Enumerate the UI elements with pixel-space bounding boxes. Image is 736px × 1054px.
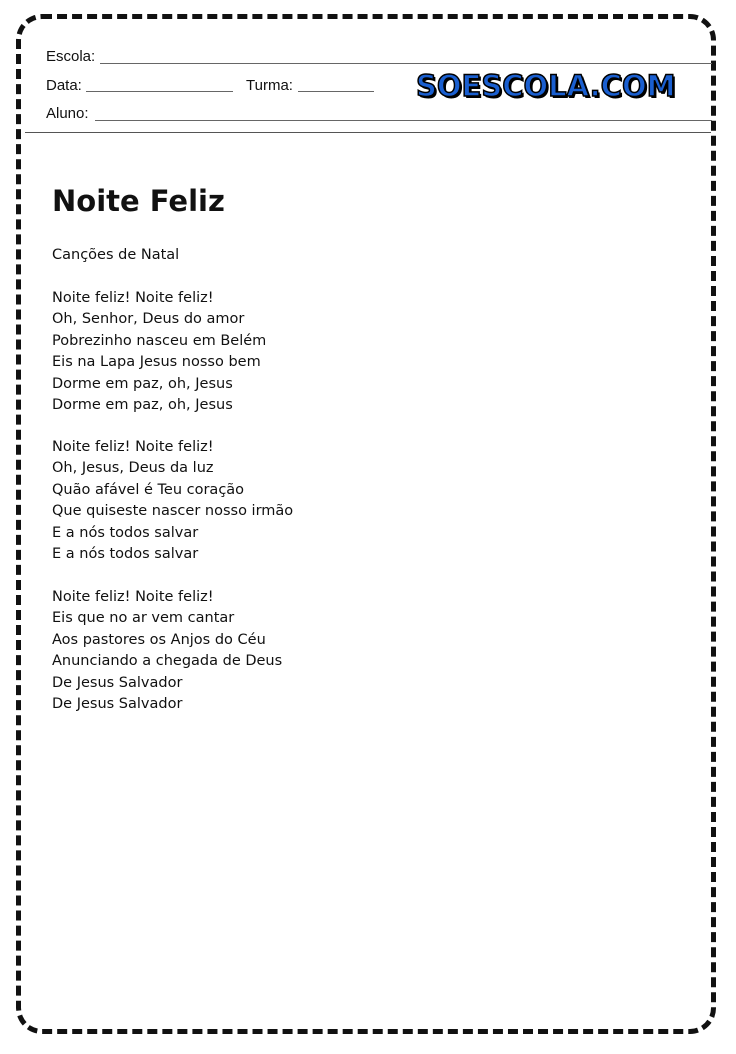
aluno-label: Aluno: (46, 105, 89, 122)
lyric-line: Oh, Senhor, Deus do amor (52, 311, 245, 328)
lyric-line: Que quiseste nascer nosso irmão (52, 503, 294, 520)
logo-dot-text: . (589, 69, 601, 103)
lyric-line: Noite feliz! Noite feliz! (52, 439, 214, 455)
logo-main-text: SOESCOLA (416, 69, 590, 103)
aluno-field-line (95, 120, 712, 121)
page-title: Noite Feliz (52, 184, 225, 218)
stanza-3 (52, 587, 282, 715)
turma-label: Turma: (246, 77, 293, 94)
lyric-line: Eis na Lapa Jesus nosso bem (52, 354, 261, 371)
lyric-line: E a nós todos salvar (52, 524, 199, 541)
logo-tld-text: COM (600, 69, 676, 103)
stanza-1 (52, 288, 266, 416)
lyric-line: De Jesus Salvador (52, 674, 183, 691)
lyric-line: Dorme em paz, oh, Jesus (52, 397, 233, 414)
escola-field-line (100, 63, 712, 64)
soescola-logo (416, 69, 675, 103)
lyric-line: Anunciando a chegada de Deus (52, 653, 283, 670)
lyric-line: Oh, Jesus, Deus da luz (52, 460, 214, 477)
lyric-line: Aos pastores os Anjos do Céu (52, 631, 266, 648)
page-subtitle: Canções de Natal (52, 247, 180, 263)
lyric-line: Eis que no ar vem cantar (52, 610, 235, 627)
lyric-line: De Jesus Salvador (52, 696, 183, 713)
lyric-line: Noite feliz! Noite feliz! (52, 290, 214, 306)
data-label: Data: (46, 77, 82, 94)
lyric-line: Quão afável é Teu coração (52, 481, 245, 498)
escola-label: Escola: (46, 48, 96, 65)
data-field-line (86, 91, 233, 92)
turma-field-line (298, 91, 374, 92)
lyric-line: Pobrezinho nasceu em Belém (52, 332, 267, 349)
lyric-line: Dorme em paz, oh, Jesus (52, 375, 233, 392)
lyric-line: E a nós todos salvar (52, 546, 199, 563)
lyric-line: Noite feliz! Noite feliz! (52, 589, 214, 605)
header-separator (25, 132, 711, 133)
stanza-2 (52, 437, 293, 565)
